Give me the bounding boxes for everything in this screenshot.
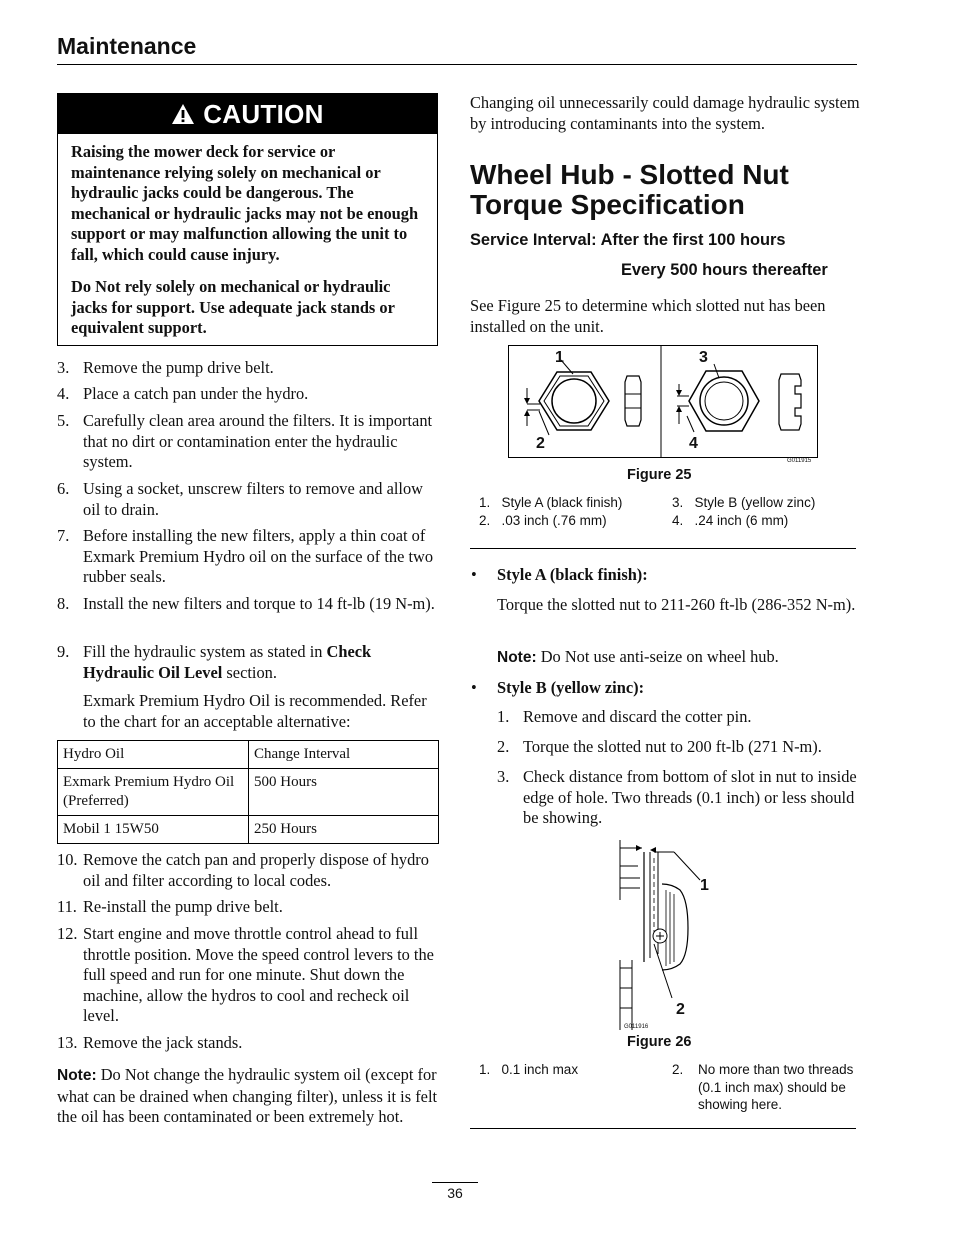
figure-25-callout-1: 1 <box>555 349 564 366</box>
style-a-note <box>497 647 859 669</box>
step-text-post: section. <box>222 662 277 682</box>
step-number: 3. <box>57 358 70 377</box>
caution-box <box>57 93 438 346</box>
caution-label: CAUTION <box>203 98 324 129</box>
step-text: Check distance from bottom of slot in nut to inside edge of hole. Two threads (0.1 inch) or less should be showing. <box>523 767 857 827</box>
service-interval-second: Every 500 hours thereafter <box>621 261 828 279</box>
step-text: Install the new filters and torque to 14 ft-lb (19 N-m). <box>83 594 435 613</box>
step-number: 9. <box>57 642 70 661</box>
list-item <box>57 924 443 1027</box>
step-number: 10. <box>57 850 78 869</box>
step-text: Carefully clean area around the filters. It is important that no dirt or contamination enter the hydraulic system. <box>83 411 433 471</box>
list-item <box>497 707 859 728</box>
oil-change-warning-text: Changing oil unnecessarily could damage hydraulic system by introducing contaminants into the system. <box>470 93 860 133</box>
note-label: Note: <box>497 649 537 666</box>
hydro-oil-table <box>57 740 439 844</box>
figure-reference-text: See Figure 25 to determine which slotted nut has been installed on the unit. <box>470 296 826 336</box>
style-b-heading: Style B (yellow zinc): <box>497 678 645 697</box>
figure-26-callout-1: 1 <box>700 877 709 894</box>
header-divider <box>57 64 857 65</box>
step-number: 12. <box>57 924 78 943</box>
step-number: 8. <box>57 594 70 613</box>
style-a-torque-text: Torque the slotted nut to 211-260 ft-lb (286-352 N-m). <box>497 595 856 614</box>
list-item <box>57 642 443 683</box>
step-text: Before installing the new filters, apply a thin coat of Exmark Premium Hydro oil on the surface of the two rubber seals. <box>83 526 434 586</box>
figure-25-code: G011915 <box>787 458 812 464</box>
figure-25-legend-3 <box>672 494 815 512</box>
caution-banner <box>58 94 437 134</box>
list-item <box>57 897 443 918</box>
figure-26-caption: Figure 26 <box>627 1034 692 1050</box>
figure-26-callout-2: 2 <box>676 1001 685 1018</box>
step-text: Place a catch pan under the hydro. <box>83 384 309 403</box>
section-title-line-2: Torque Specification <box>470 189 745 220</box>
table-cell: Mobil 1 15W50 <box>58 816 249 844</box>
figure-25 <box>508 345 818 458</box>
list-item <box>57 384 443 405</box>
legend-text: Style B (yellow zinc) <box>694 495 816 510</box>
check-hydraulic-oil-level-reference: Check Hydraulic Oil Level <box>83 642 372 682</box>
list-item <box>57 594 443 615</box>
step-text: Remove the catch pan and properly dispose of hydro oil and filter according to local codes. <box>83 850 429 890</box>
figure-25-callout-3: 3 <box>699 349 708 366</box>
caution-paragraph-2: Do Not rely solely on mechanical or hydraulic jacks for support. Use adequate jack stands or equivalent support. <box>71 277 395 337</box>
table-row <box>58 816 439 844</box>
bullet: • <box>471 565 477 584</box>
list-item <box>57 1033 443 1054</box>
table-header-cell: Hydro Oil <box>58 741 249 769</box>
legend-number: 1. <box>479 495 491 510</box>
figure-26-divider <box>470 1128 856 1129</box>
step-text: Torque the slotted nut to 200 ft-lb (271 N-m). <box>523 737 822 756</box>
figure-26-legend-1 <box>479 1061 578 1079</box>
legend-number: 1. <box>479 1062 491 1077</box>
legend-text: Style A (black finish) <box>501 495 623 510</box>
step-number: 1. <box>497 707 510 726</box>
step-number: 5. <box>57 411 70 430</box>
figure-25-callout-2: 2 <box>536 435 545 452</box>
step-number: 13. <box>57 1033 78 1052</box>
cotter-pin-thread-illustration <box>610 840 720 1035</box>
step-text: Re-install the pump drive belt. <box>83 897 283 916</box>
caution-paragraph-1: Raising the mower deck for service or maintenance relying solely on mechanical or hydraulic jacks could be dangerous. The mechanical or hydraulic jacks may not be enough support or may malfunction allowing the unit to fall, which could cause injury. <box>71 142 419 264</box>
table-cell: 250 Hours <box>249 816 439 844</box>
table-cell: Exmark Premium Hydro Oil (Preferred) <box>58 769 249 816</box>
step-text: Remove and discard the cotter pin. <box>523 707 752 726</box>
figure-25-legend-4 <box>672 512 788 530</box>
step-text <box>83 642 443 683</box>
legend-text: .03 inch (.76 mm) <box>501 513 607 528</box>
legend-number: 2. <box>479 513 491 528</box>
section-title <box>470 160 789 220</box>
page-header-title: Maintenance <box>57 33 197 59</box>
list-item-extra <box>57 691 443 732</box>
step-text: Remove the pump drive belt. <box>83 358 274 377</box>
figure-26-legend-2 <box>672 1061 856 1114</box>
step-text: Remove the jack stands. <box>83 1033 243 1052</box>
page-number: 36 <box>447 1185 463 1201</box>
style-a-heading: Style A (black finish): <box>497 565 648 584</box>
hydraulic-oil-note <box>57 1065 445 1128</box>
legend-text: No more than two threads (0.1 inch max) should be showing here. <box>698 1062 854 1112</box>
legend-text: 0.1 inch max <box>501 1062 579 1077</box>
figure-25-caption: Figure 25 <box>627 467 692 483</box>
bullet: • <box>471 678 477 697</box>
legend-number: 4. <box>672 513 684 528</box>
figure-26 <box>610 840 720 1035</box>
step-text: Using a socket, unscrew filters to remove and allow oil to drain. <box>83 479 424 519</box>
table-header-cell: Change Interval <box>249 741 439 769</box>
note-text: Do Not use anti-seize on wheel hub. <box>540 647 779 666</box>
note-text: Do Not change the hydraulic system oil (except for what can be drained when changing filter), unless it is felt the oil has been contaminated or been extremely hot. <box>57 1065 438 1126</box>
warning-triangle-icon <box>171 103 195 125</box>
figure-25-divider <box>470 548 856 549</box>
step-extra-text: Exmark Premium Hydro Oil is recommended. Refer to the chart for an acceptable alternative: <box>83 691 427 731</box>
legend-number: 2. <box>672 1062 684 1077</box>
step-number: 2. <box>497 737 510 756</box>
list-item <box>57 358 443 379</box>
step-number: 6. <box>57 479 70 498</box>
page-number-rule <box>432 1182 478 1183</box>
caution-text <box>58 134 437 339</box>
table-row <box>58 769 439 816</box>
legend-number: 3. <box>672 495 684 510</box>
list-item <box>57 850 443 891</box>
step-number: 4. <box>57 384 70 403</box>
list-item <box>497 767 859 829</box>
service-interval: Service Interval: After the first 100 hours <box>470 231 786 249</box>
figure-26-code: G011916 <box>624 1024 649 1030</box>
table-header-row <box>58 741 439 769</box>
step-number: 3. <box>497 767 510 786</box>
list-item <box>57 526 443 588</box>
figure-25-legend-1 <box>479 494 622 512</box>
section-title-line-1: Wheel Hub - Slotted Nut <box>470 159 789 190</box>
step-text-pre: Fill the hydraulic system as stated in <box>83 642 327 661</box>
step-text: Start engine and move throttle control ahead to full throttle position. Move the speed control levers to the full speed and run for one minute. Shut down the machine, allow the hydros to cool and recheck oil level. <box>83 924 434 1025</box>
list-item <box>57 479 443 520</box>
list-item <box>57 411 443 473</box>
figure-25-callout-4: 4 <box>689 435 698 452</box>
note-label: Note: <box>57 1067 97 1084</box>
legend-text: .24 inch (6 mm) <box>694 513 789 528</box>
table-cell: 500 Hours <box>249 769 439 816</box>
list-item <box>497 737 859 758</box>
figure-25-legend-2 <box>479 512 607 530</box>
step-number: 11. <box>57 897 77 916</box>
step-number: 7. <box>57 526 70 545</box>
